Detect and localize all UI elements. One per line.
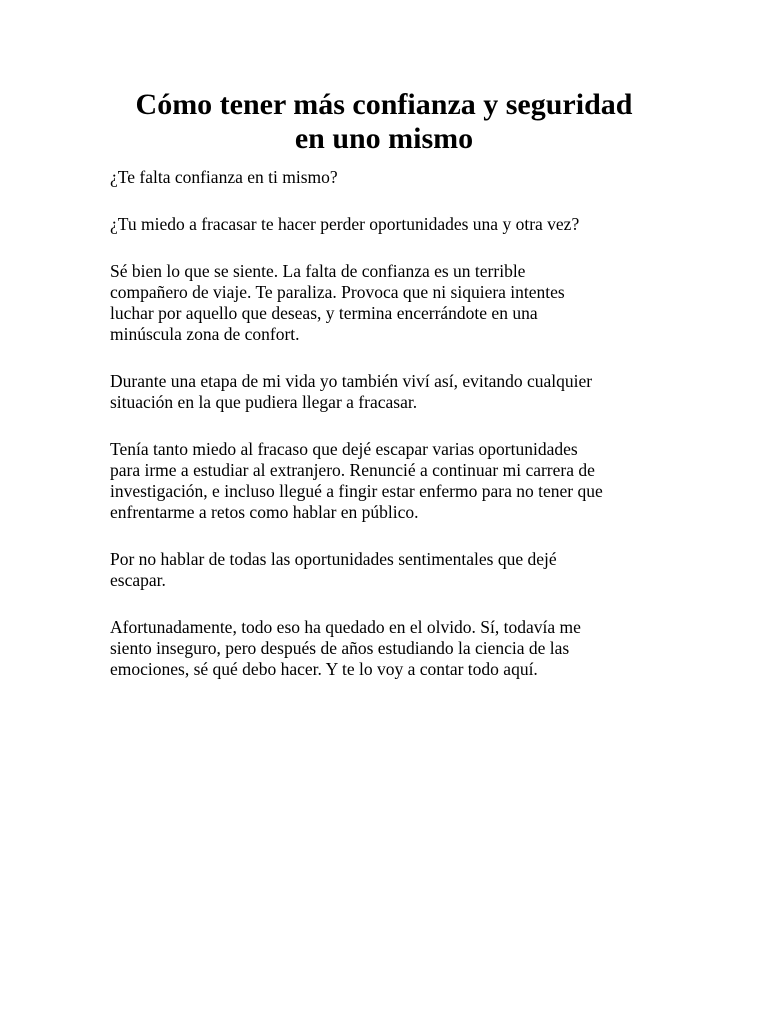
text-line: enfrentarme a retos como hablar en público.	[110, 502, 419, 522]
text-line: Sé bien lo que se siente. La falta de confianza es un terrible	[110, 261, 526, 281]
text-line: Por no hablar de todas las oportunidades sentimentales que dejé	[110, 549, 557, 569]
paragraph	[110, 617, 670, 680]
text-line: investigación, e incluso llegué a fingir estar enfermo para no tener que	[110, 481, 603, 501]
text-line: situación en la que pudiera llegar a fracasar.	[110, 392, 418, 412]
paragraph	[110, 439, 670, 523]
paragraph	[110, 214, 670, 235]
document-title	[110, 88, 658, 156]
text-line: emociones, sé qué debo hacer. Y te lo voy a contar todo aquí.	[110, 659, 538, 679]
text-line: ¿Tu miedo a fracasar te hacer perder oportunidades una y otra vez?	[110, 214, 580, 234]
text-line: siento inseguro, pero después de años estudiando la ciencia de las	[110, 638, 570, 658]
title-line: Cómo tener más confianza y seguridad	[135, 88, 633, 121]
text-line: minúscula zona de confort.	[110, 324, 300, 344]
text-line: ¿Te falta confianza en ti mismo?	[110, 167, 338, 187]
paragraph	[110, 167, 670, 188]
text-line: Afortunadamente, todo eso ha quedado en el olvido. Sí, todavía me	[110, 617, 581, 637]
paragraph	[110, 371, 670, 413]
text-line: compañero de viaje. Te paraliza. Provoca que ni siquiera intentes	[110, 282, 565, 302]
text-line: para irme a estudiar al extranjero. Renuncié a continuar mi carrera de	[110, 460, 595, 480]
title-line: en uno mismo	[294, 122, 474, 155]
paragraph	[110, 549, 670, 591]
text-line: Tenía tanto miedo al fracaso que dejé escapar varias oportunidades	[110, 439, 578, 459]
text-line: luchar por aquello que deseas, y termina encerrándote en una	[110, 303, 538, 323]
text-line: escapar.	[110, 570, 166, 590]
text-line: Durante una etapa de mi vida yo también viví así, evitando cualquier	[110, 371, 593, 391]
paragraph	[110, 261, 670, 345]
